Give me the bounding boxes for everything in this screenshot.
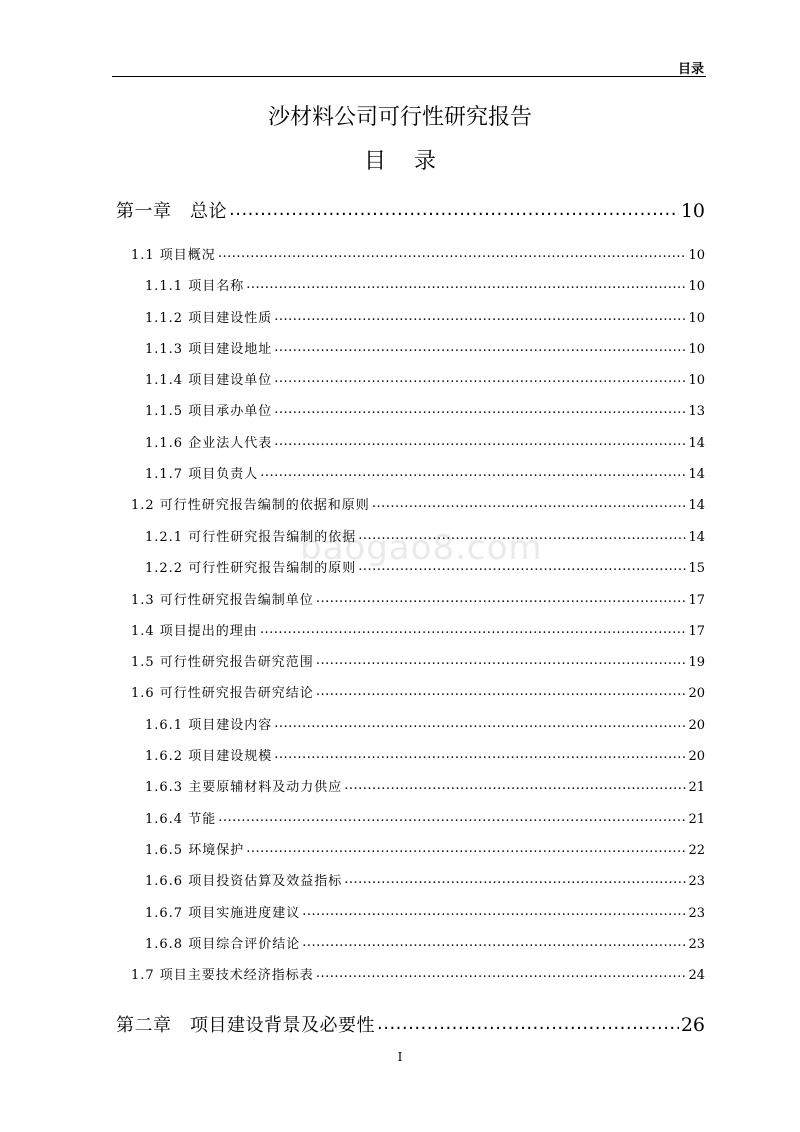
toc-leader-dots	[316, 684, 687, 697]
toc-leader-dots	[260, 622, 687, 635]
toc-entry-page: 22	[688, 843, 705, 858]
toc-entry-page: 26	[680, 1014, 705, 1036]
toc-leader-dots	[316, 591, 687, 604]
toc-entry-page: 23	[688, 937, 705, 952]
toc-entry-title: 1.3 可行性研究报告编制单位	[131, 593, 314, 608]
toc-entry-title: 1.2.1 可行性研究报告编制的依据	[145, 530, 357, 545]
toc-leader-dots	[274, 371, 686, 384]
toc-entry[interactable]	[145, 933, 705, 952]
toc-leader-dots	[302, 935, 686, 948]
toc-entry-title: 1.1.5 项目承办单位	[145, 404, 273, 419]
toc-leader-dots	[344, 872, 686, 885]
toc-entry-title: 1.1.1 项目名称	[145, 279, 245, 294]
toc-entry-page: 10	[688, 373, 705, 388]
toc-entry[interactable]	[145, 745, 705, 764]
toc-entry-page: 14	[688, 436, 705, 451]
toc-entry-page: 10	[688, 342, 705, 357]
header-label: 目录	[677, 62, 704, 77]
toc-entry-title: 1.1.7 项目负责人	[145, 467, 259, 482]
toc-leader-dots	[274, 434, 686, 447]
toc-entry-title: 第一章 总论	[116, 201, 227, 222]
toc-entry-title: 1.6.8 项目综合评价结论	[145, 937, 301, 952]
toc-entry-page: 10	[688, 311, 705, 326]
toc-entry-title: 1.1.2 项目建设性质	[145, 311, 273, 326]
toc-entry[interactable]	[145, 808, 705, 827]
toc-entry[interactable]	[145, 400, 705, 419]
toc-chapter-entry[interactable]	[116, 1011, 705, 1037]
toc-leader-dots	[377, 1013, 679, 1031]
toc-entry-title: 1.6.7 项目实施进度建议	[145, 906, 301, 921]
toc-entry[interactable]	[131, 651, 705, 670]
toc-entry[interactable]	[145, 338, 705, 357]
toc-entry[interactable]	[131, 494, 705, 513]
toc-entry-page: 19	[688, 655, 705, 670]
toc-leader-dots	[274, 716, 686, 729]
toc-leader-dots	[246, 277, 686, 290]
toc-entry[interactable]	[145, 369, 705, 388]
toc-entry-page: 10	[680, 200, 705, 222]
toc-entry[interactable]	[145, 307, 705, 326]
toc-leader-dots	[274, 340, 686, 353]
toc-entry-title: 1.2.2 可行性研究报告编制的原则	[145, 561, 357, 576]
toc-entry-page: 10	[688, 248, 705, 263]
toc-entry-page: 15	[688, 561, 705, 576]
toc-entry-title: 第二章 项目建设背景及必要性	[116, 1015, 375, 1036]
toc-leader-dots	[274, 309, 686, 322]
toc-leader-dots	[358, 559, 686, 572]
toc-leader-dots	[302, 904, 686, 917]
toc-leader-dots	[260, 465, 686, 478]
toc-entry-title: 1.1.4 项目建设单位	[145, 373, 273, 388]
toc-entry-page: 14	[688, 467, 705, 482]
toc-entry-page: 14	[688, 498, 705, 513]
toc-entry-title: 1.5 可行性研究报告研究范围	[131, 655, 314, 670]
watermark: baogao8.com	[300, 528, 543, 568]
toc-entry-page: 10	[688, 279, 705, 294]
toc-leader-dots	[344, 778, 686, 791]
toc-entry-page: 17	[688, 593, 705, 608]
toc-entry-title: 1.6.6 项目投资估算及效益指标	[145, 874, 343, 889]
toc-entry-title: 1.1.3 项目建设地址	[145, 342, 273, 357]
toc-entry[interactable]	[145, 275, 705, 294]
toc-leader-dots	[372, 496, 687, 509]
toc-entry[interactable]	[131, 964, 705, 983]
toc-entry-page: 14	[688, 530, 705, 545]
toc-leader-dots	[229, 199, 679, 217]
toc-entry[interactable]	[131, 620, 705, 639]
footer-page-number: I	[397, 1050, 403, 1064]
toc-entry-title: 1.2 可行性研究报告编制的依据和原则	[131, 498, 370, 513]
toc-entry-title: 1.6.5 环境保护	[145, 843, 245, 858]
toc-entry-page: 21	[688, 812, 705, 827]
toc-entry[interactable]	[131, 682, 705, 701]
toc-entry-title: 1.4 项目提出的理由	[131, 624, 258, 639]
toc-entry-page: 24	[688, 968, 705, 983]
toc-leader-dots	[316, 653, 687, 666]
toc-entry-title: 1.6.2 项目建设规模	[145, 749, 273, 764]
toc-entry-title: 1.6.1 项目建设内容	[145, 718, 273, 733]
toc-entry-page: 20	[688, 718, 705, 733]
toc-entry[interactable]	[131, 244, 705, 263]
toc-entry[interactable]	[145, 526, 705, 545]
toc-entry[interactable]	[145, 557, 705, 576]
toc-entry[interactable]	[145, 463, 705, 482]
toc-entry-page: 20	[688, 749, 705, 764]
toc-entry-page: 23	[688, 874, 705, 889]
toc-entry-page: 20	[688, 686, 705, 701]
toc-entry-title: 1.7 项目主要技术经济指标表	[131, 968, 314, 983]
toc-leader-dots	[218, 246, 687, 259]
toc-leader-dots	[274, 402, 686, 415]
toc-leader-dots	[246, 841, 686, 854]
toc-entry[interactable]	[131, 589, 705, 608]
toc-entry[interactable]	[145, 776, 705, 795]
toc-chapter-entry[interactable]	[116, 197, 705, 223]
toc-entry-title: 1.6.3 主要原辅材料及动力供应	[145, 780, 343, 795]
toc-entry[interactable]	[145, 432, 705, 451]
toc-entry-page: 23	[688, 906, 705, 921]
toc-leader-dots	[316, 966, 687, 979]
toc-entry[interactable]	[145, 902, 705, 921]
toc-entry-title: 1.1.6 企业法人代表	[145, 436, 273, 451]
toc-entry[interactable]	[145, 870, 705, 889]
toc-entry-title: 1.1 项目概况	[131, 248, 216, 263]
toc-entry-page: 21	[688, 780, 705, 795]
toc-entry-page: 17	[688, 624, 705, 639]
toc-leader-dots	[274, 747, 686, 760]
toc-entry[interactable]	[145, 839, 705, 858]
toc-entry[interactable]	[145, 714, 705, 733]
toc-leader-dots	[358, 528, 686, 541]
document-title: 沙材料公司可行性研究报告	[267, 105, 532, 130]
toc-entry-title: 1.6.4 节能	[145, 812, 217, 827]
toc-leader-dots	[218, 810, 686, 823]
toc-heading: 目录	[363, 149, 464, 174]
toc-entry-page: 13	[688, 404, 705, 419]
toc-entry-title: 1.6 可行性研究报告研究结论	[131, 686, 314, 701]
